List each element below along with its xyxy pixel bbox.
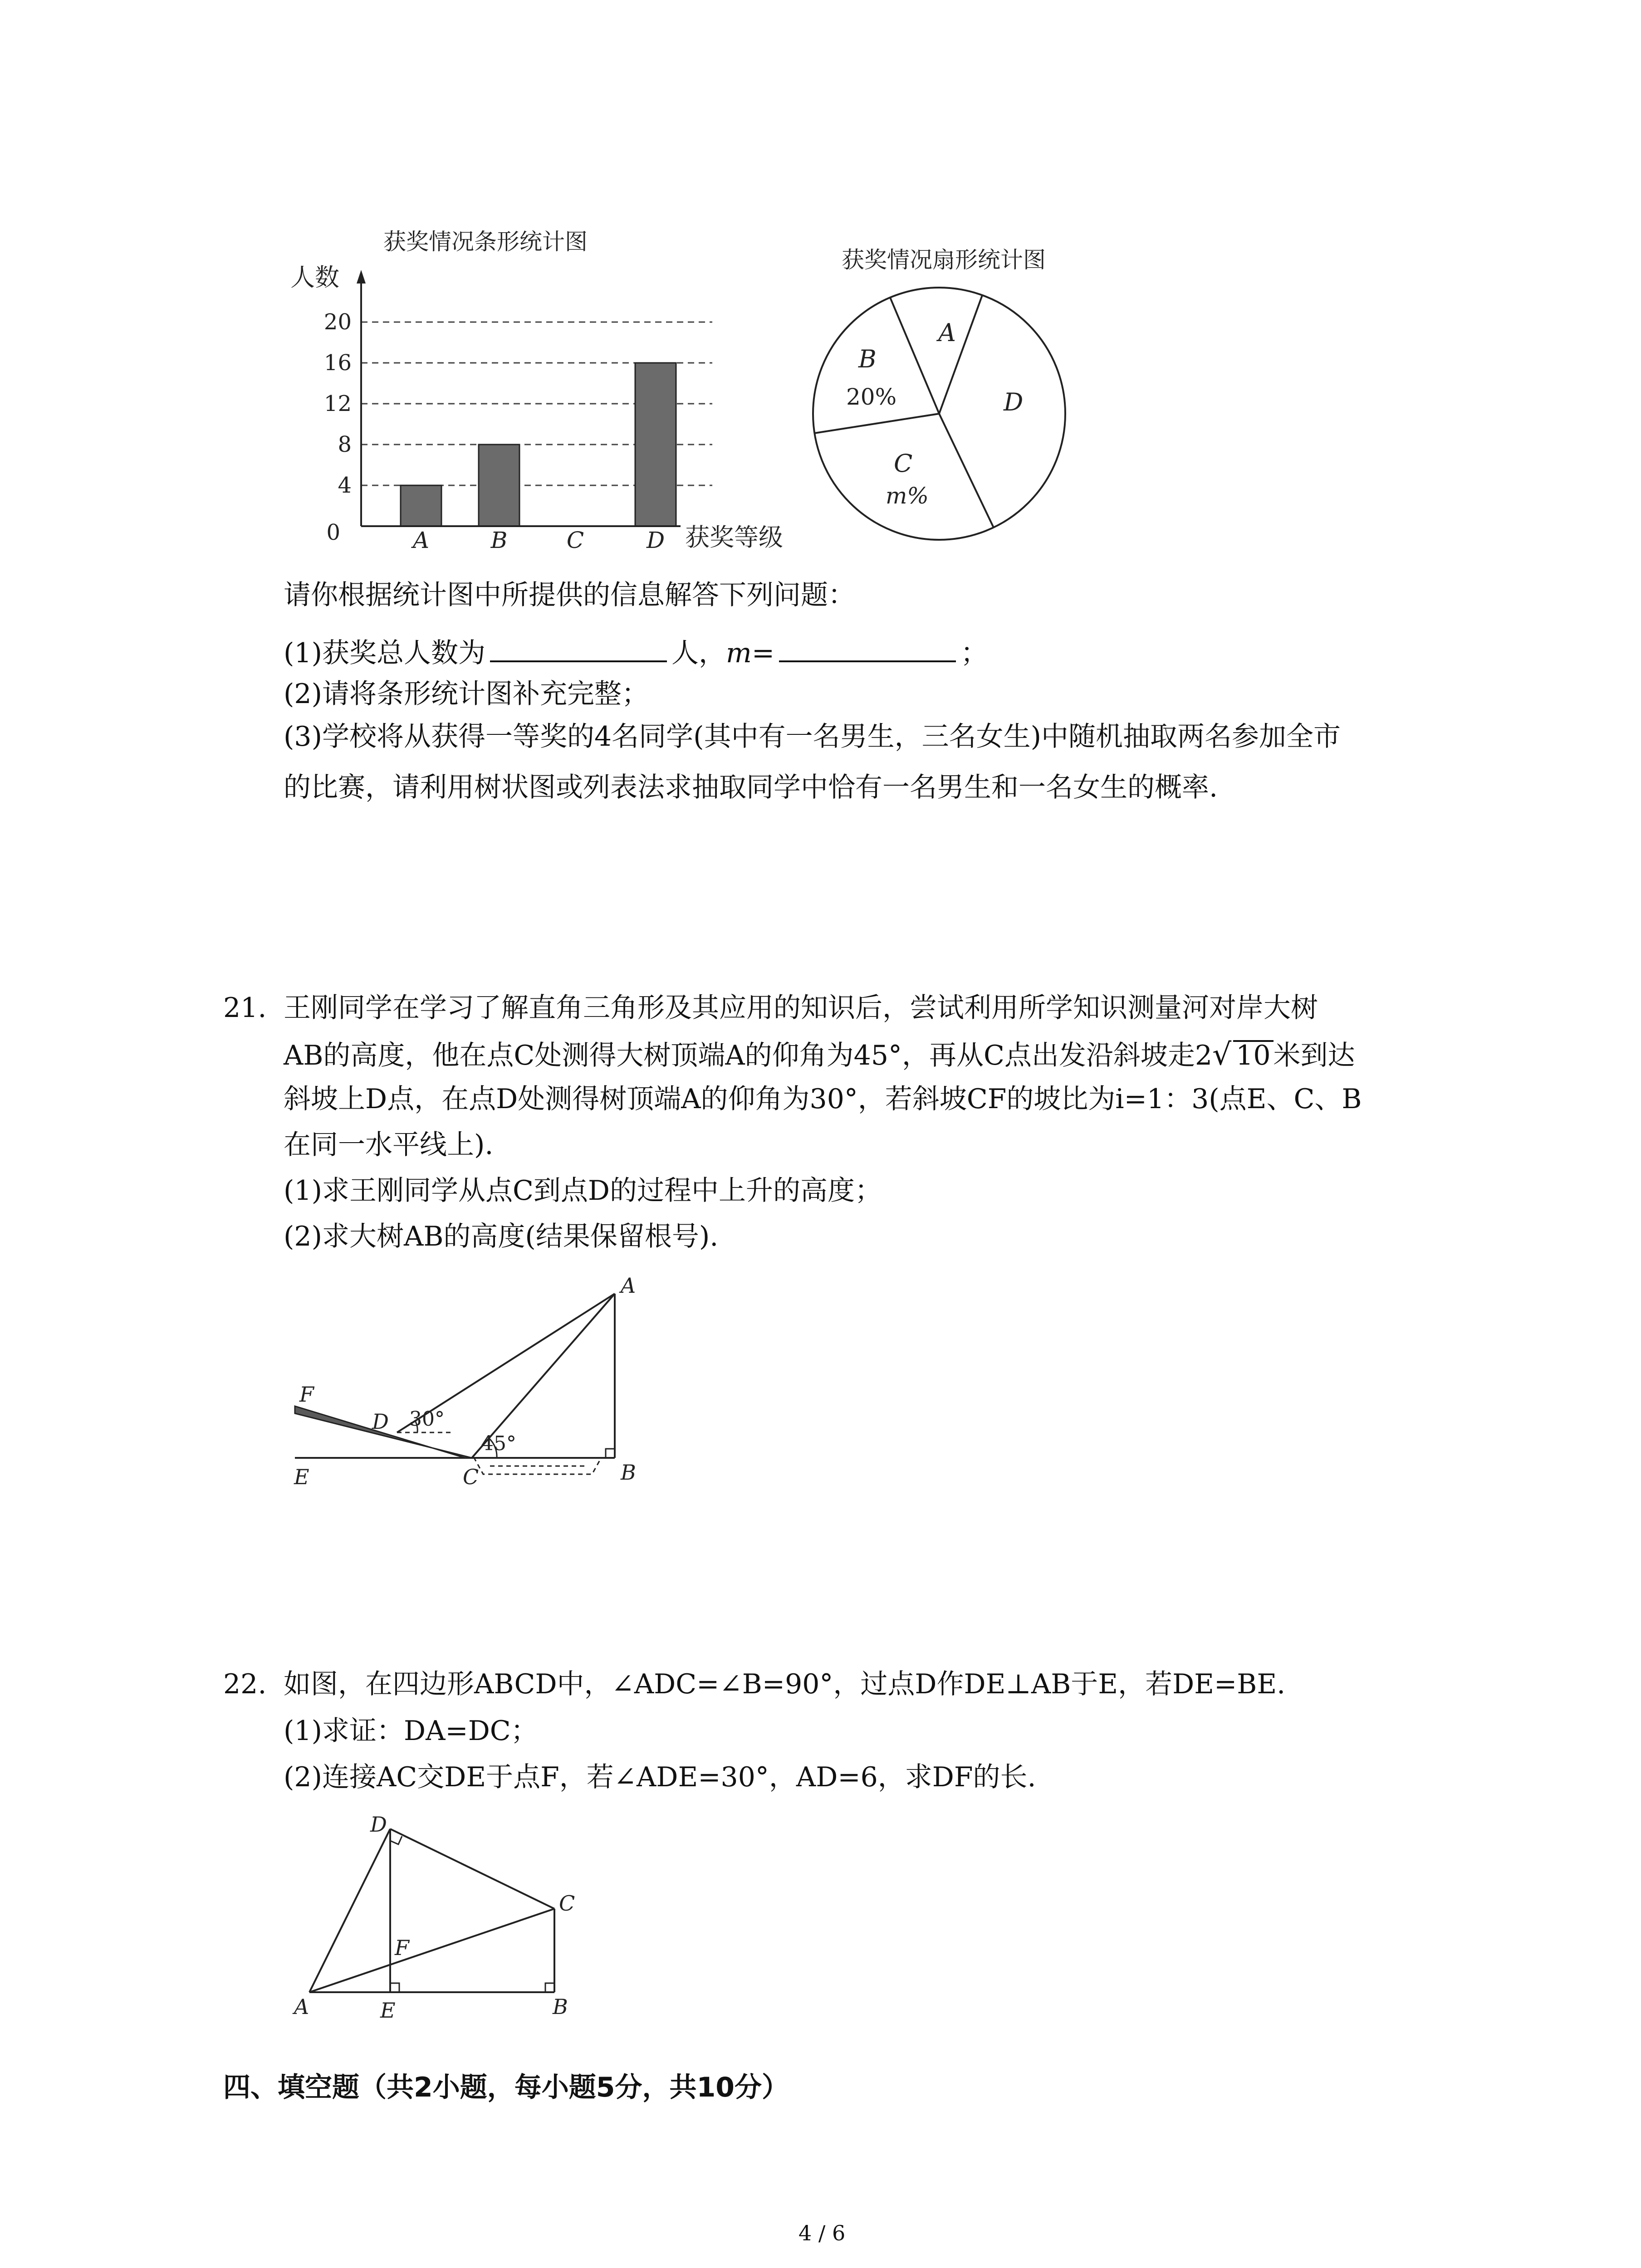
q21-figure <box>281 1275 690 1501</box>
bar-y-tick-label: 12 <box>323 391 352 416</box>
q21-line2-text-b: 米到达 <box>1273 1040 1355 1071</box>
bar-B <box>479 445 519 526</box>
fig21-label-E: E <box>294 1465 309 1489</box>
q22-number: 22. <box>223 1668 267 1700</box>
fig22-label-F: F <box>395 1936 409 1960</box>
pie-slice-a-label: A <box>938 318 956 347</box>
bar-chart <box>254 218 826 572</box>
fig21-label-F: F <box>299 1382 314 1407</box>
q20-part1-text-a: (1)获奖总人数为 <box>284 637 485 669</box>
bar-chart-title: 获奖情况条形统计图 <box>383 229 588 255</box>
bar-y-tick-label: 20 <box>323 309 352 335</box>
fig22-label-B: B <box>553 1994 568 2019</box>
q20-blank-total[interactable] <box>490 638 667 662</box>
q21-line4: 在同一水平线上). <box>284 1129 494 1161</box>
pie-slice-b-value: 20% <box>846 384 897 410</box>
fig22-label-E: E <box>380 1998 396 2023</box>
bar-category-label: D <box>646 527 665 553</box>
bar-chart-ylabel: 人数 <box>290 263 339 292</box>
bar-category-label: C <box>566 527 584 553</box>
fig21-label-D: D <box>372 1409 389 1434</box>
fig21-label-A: A <box>621 1275 636 1298</box>
q20-part3-line1: (3)学校将从获得一等奖的4名同学(其中有一名男生，三名女生)中随机抽取两名参加全市 <box>284 721 1341 753</box>
right-angle-e <box>390 1983 399 1992</box>
q20-part1-m: m <box>726 637 752 669</box>
q22-figure <box>281 1810 608 2028</box>
q22-part1: (1)求证：DA=DC； <box>284 1715 538 1747</box>
q21-line2-text-a: AB的高度，他在点C处测得大树顶端A的仰角为45°，再从C点出发沿斜坡走2 <box>284 1040 1213 1071</box>
fig21-angle-30: 30° <box>409 1408 445 1431</box>
q20-part1-eq: = <box>751 637 775 669</box>
q21-part2: (2)求大树AB的高度(结果保留根号). <box>284 1221 719 1252</box>
bar-category-label: A <box>412 527 430 553</box>
fig22-label-A: A <box>294 1994 309 2019</box>
bar-D <box>635 363 676 526</box>
pie-slice-c-value: m% <box>886 483 929 509</box>
q21-line1: 王刚同学在学习了解直角三角形及其应用的知识后，尝试利用所学知识测量河对岸大树 <box>284 992 1318 1024</box>
q20-part2: (2)请将条形统计图补充完整； <box>284 678 649 710</box>
fig21-label-B: B <box>621 1460 636 1485</box>
right-angle-d <box>390 1836 402 1844</box>
right-angle-b <box>545 1983 554 1992</box>
pie-slice-c-label: C <box>894 449 913 478</box>
q20-part1 <box>284 638 988 667</box>
q21-line3: 斜坡上D点，在点D处测得树顶端A的仰角为30°，若斜坡CF的坡比为i=1：3(点E、C、B <box>284 1083 1362 1115</box>
bar-y-tick-label: 16 <box>323 350 352 376</box>
bar-x-categories <box>411 527 665 553</box>
q22-part2: (2)连接AC交DE于点F，若∠ADE=30°，AD=6，求DF的长. <box>284 1761 1036 1793</box>
pie-slice-b-label: B <box>858 345 877 373</box>
fig22-label-D: D <box>370 1812 387 1837</box>
bar-y-tick-label: 0 <box>326 520 340 545</box>
fig21-angle-45: 45° <box>481 1432 516 1455</box>
q21-line2 <box>284 1037 1355 1072</box>
page-number: 4 / 6 <box>798 2221 846 2245</box>
q21-sqrt-radicand: 10 <box>1233 1040 1273 1069</box>
right-angle-b <box>606 1449 615 1458</box>
q20-part3-line2: 的比赛，请利用树状图或列表法求抽取同学中恰有一名男生和一名女生的概率. <box>284 772 1218 803</box>
bar-y-arrow <box>357 270 366 284</box>
bar-category-label: B <box>490 527 508 553</box>
pie-chart <box>803 236 1084 562</box>
q21-part1: (1)求王刚同学从点C到点D的过程中上升的高度； <box>284 1175 882 1207</box>
bar-y-tick-label: 8 <box>338 432 352 457</box>
q20-blank-m[interactable] <box>779 638 956 662</box>
pie-slice-d-label: D <box>1004 388 1024 416</box>
bar-A <box>401 485 441 526</box>
section4-heading: 四、填空题（共2小题，每小题5分，共10分） <box>223 2072 789 2103</box>
q20-part1-end: ； <box>960 637 988 669</box>
q22-line1: 如图，在四边形ABCD中，∠ADC=∠B=90°，过点D作DE⊥AB于E，若DE=BE. <box>284 1668 1286 1700</box>
fig22-label-C: C <box>559 1891 575 1916</box>
pie-chart-title: 获奖情况扇形统计图 <box>842 247 1046 273</box>
fig21-label-C: C <box>463 1465 479 1489</box>
bar-chart-xlabel: 获奖等级 <box>685 523 783 552</box>
sqrt-symbol: √ <box>1212 1037 1232 1072</box>
side-cd <box>390 1829 554 1909</box>
q20-part1-text-b: 人， <box>671 637 726 669</box>
q20-intro: 请你根据统计图中所提供的信息解答下列问题： <box>284 579 855 611</box>
q21-number: 21. <box>223 992 267 1024</box>
bar-y-tick-label: 4 <box>338 473 352 498</box>
side-da <box>309 1829 390 1992</box>
bar-y-ticks <box>324 309 352 545</box>
diagonal-ac <box>309 1909 554 1992</box>
